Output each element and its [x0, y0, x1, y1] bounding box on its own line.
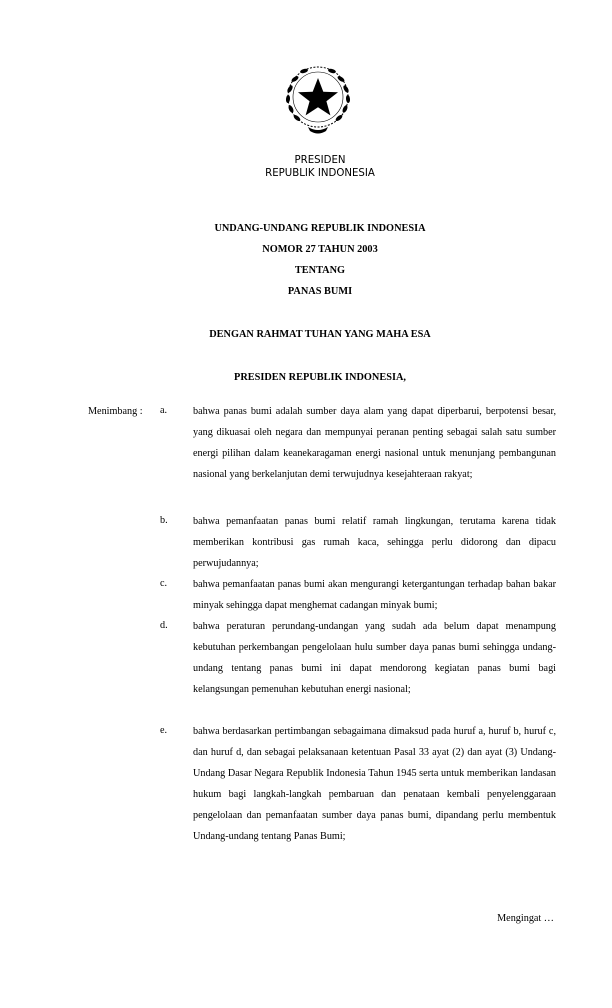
item-text: bahwa panas bumi adalah sumber daya alam yang dapat diperbarui, berpotensi besar, yang dikuasai oleh negara dan mempunyai peranan penting sebagai salah satu sumber energi pilihan dalam keanekaragaman energi nasional untuk menunjang pembangunan nasional yang berkelanjutan demi terwujudnya kesejahteraan rakyat; — [193, 406, 556, 480]
title-line-3: TENTANG — [294, 265, 346, 276]
item-letter: a. — [160, 405, 168, 416]
header-presiden: PRESIDEN — [294, 155, 346, 166]
continuation-note: Mengingat … — [497, 913, 554, 924]
item-letter: d. — [160, 620, 168, 631]
item-text: bahwa pemanfaatan panas bumi relatif ramah lingkungan, terutama karena tidak memberikan kontribusi gas rumah kaca, sehingga perlu didorong dan dipacu perwujudannya; — [193, 516, 556, 569]
garuda-emblem-icon — [278, 59, 358, 139]
title-line-4: PANAS BUMI — [287, 286, 353, 297]
preamble-rahmat: DENGAN RAHMAT TUHAN YANG MAHA ESA — [209, 329, 431, 340]
preamble-presiden: PRESIDEN REPUBLIK INDONESIA, — [234, 372, 406, 383]
item-text: bahwa berdasarkan pertimbangan sebagaimana dimaksud pada huruf a, huruf b, huruf c, dan huruf d, dan sebagai pelaksanaan ketentuan Pasal 33 ayat (2) dan ayat (3) Undang-Undang Dasar Negara Republik Indonesia Tahun 1945 serta untuk memberikan landasan hukum bagi langkah-langkah pembaruan dan penataan kembali penyelenggaraan pengelolaan dan pemanfaatan sumber daya panas bumi, dipandang perlu membentuk Undang-undang tentang Panas Bumi; — [193, 726, 556, 842]
item-letter: e. — [160, 725, 168, 736]
title-line-2: NOMOR 27 TAHUN 2003 — [262, 244, 378, 255]
item-letter: c. — [160, 578, 168, 589]
item-letter: b. — [160, 515, 168, 526]
item-text: bahwa pemanfaatan panas bumi akan mengurangi ketergantungan terhadap bahan bakar minyak sehingga dapat menghemat cadangan minyak bumi; — [193, 579, 556, 611]
header-republik: REPUBLIK INDONESIA — [265, 168, 375, 179]
menimbang-label: Menimbang : — [88, 406, 143, 417]
item-text: bahwa peraturan perundang-undangan yang sudah ada belum dapat menampung kebutuhan perkembangan pengelolaan hulu sumber daya panas bumi sehingga undang-undang tentang panas bumi ini dapat mendorong kegiatan panas bumi bagi kelangsungan pemenuhan kebutuhan energi nasional; — [193, 621, 556, 695]
title-line-1: UNDANG-UNDANG REPUBLIK INDONESIA — [214, 223, 426, 234]
